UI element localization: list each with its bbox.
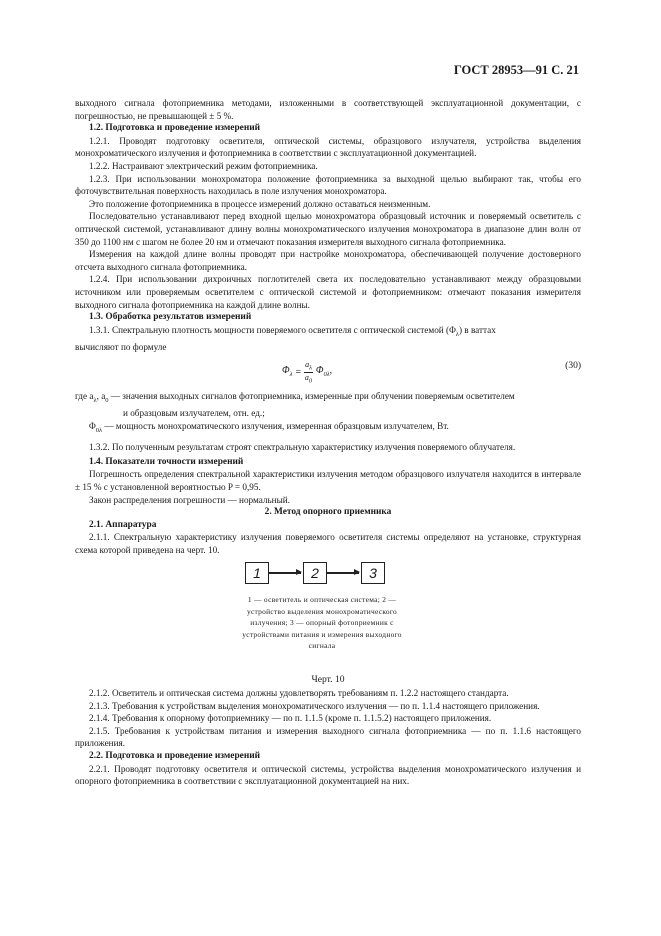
where-a0-sub: 0 — [105, 396, 109, 404]
scheme-blocks — [245, 562, 405, 584]
paragraph-1-2-1: 1.2.1. Проводят подготовку осветителя, оптической системы, образцового излучателя, устройства выделения монохроматического излучения и фотоприемника в соответствии с эксплуатационной документацией. — [75, 135, 581, 159]
paragraph-position: Это положение фотоприемника в процессе измерений должно оставаться неизменным. — [89, 198, 431, 209]
page-header: ГОСТ 28953—91 С. 21 — [453, 63, 579, 77]
where-a0: , a — [96, 390, 106, 401]
formula-rhs-symbol: Φ — [315, 364, 324, 376]
paragraph-1-2-4: 1.2.4. При использовании дихроичных поглотителей света их последовательно устанавливают между образцовыми источником или проверяемым осветителем с оптической системой и фотоприемником: отмечают показания измерителя выходного сигнала фотоприемника на каждой длине волны. — [75, 274, 581, 310]
heading-1-2: 1.2. Подготовка и проведение измерений — [89, 123, 261, 134]
where-a: где a — [75, 390, 94, 401]
rhs-sub-lambda: λ — [326, 370, 330, 378]
heading-1-3: 1.3. Обработка результатов измерений — [89, 312, 252, 323]
paragraph-2-1-4: 2.1.4. Требования к опорному фотоприемнику — по п. 1.1.5 (кроме п. 1.1.5.2) настоящего приложения. — [89, 713, 492, 724]
num-a: a — [305, 359, 310, 369]
scheme-legend: 1 — осветитель и оптическая система; 2 — устройство выделения монохроматического излучения; 3 — опорный фотоприемник с устройствами питания и измерения выходного сигнала — [242, 595, 402, 651]
paragraph-intro: выходного сигнала фотоприемника методами, изложенными в соответствующей эксплуатационной документации, с погрешностью, не превышающей ± 5 %. — [75, 98, 581, 121]
document-body — [75, 97, 581, 788]
paragraph-1-3-2: 1.3.2. По полученным результатам строят спектральную характеристику излучения поверяемого облучателя. — [89, 442, 516, 453]
heading-2-2: 2.2. Подготовка и проведение измерений — [89, 751, 261, 762]
formula-lhs-sub: λ — [289, 370, 293, 378]
where-text: — значения выходных сигналов фотоприемника, измеренные при облучении поверяемым осветителем — [108, 390, 515, 401]
heading-1-4: 1.4. Показатели точности измерений — [89, 456, 244, 467]
formula-30 — [75, 356, 581, 386]
p131-text-a: 1.3.1. Спектральную плотность мощности поверяемого осветителя с оптической системой (Φ — [89, 324, 456, 335]
where-phi-text: — мощность монохроматического излучения, измеренная образцовым излучателем, Вт. — [102, 420, 449, 431]
where-line-3 — [75, 420, 581, 437]
scheme-block-2: 2 — [303, 562, 327, 584]
paragraph-2-1-5: 2.1.5. Требования к устройствам питания и измерения выходного сигнала фотоприемника — по п. 1.1.6 настоящего приложения. — [75, 725, 581, 749]
where-phi: Φ — [89, 420, 96, 431]
paragraph-2-1-1: 2.1.1. Спектральную характеристику излучения поверяемого осветителя системы определяют на установке, структурная схема которой приведена на черт. 10. — [75, 532, 581, 555]
formula-expression — [282, 360, 332, 386]
p131-sub: λ — [455, 330, 459, 338]
paragraph-sequence: Последовательно устанавливают перед входной щелью монохроматора образцовый источник и поверяемый осветитель с оптической системой, устанавливают длину волны монохроматического излучения монохроматора в диапазоне длин волн от 350 до 1100 нм с шагом не более 20 нм и отмечают показания измерителя выходного сигнала фотоприемника. — [75, 211, 581, 247]
formula-fraction — [304, 360, 313, 386]
den-sub: 0 — [308, 377, 313, 385]
formula-lhs — [282, 365, 292, 382]
scheme-arrow-1-2 — [269, 572, 301, 573]
paragraph-1-2-3: 1.2.3. При использовании монохроматора положение фотоприемника за выходной щелью выбирают так, чтобы его фоточувствительная поверхность находилась в поле излучения монохроматора. — [75, 173, 581, 197]
formula-equals: = — [295, 366, 302, 378]
paragraph-law: Закон распределения погрешности — нормальный. — [89, 494, 290, 505]
paragraph-each-wavelength: Измерения на каждой длине волны проводят при настройке монохроматора, обеспечивающей получение достоверного отсчета выходного сигнала фотоприемника. — [75, 249, 581, 272]
den-a: a — [304, 373, 309, 383]
paragraph-error: Погрешность определения спектральной характеристики излучения методом образцового излучателя находится в интервале ± 15 % с установленной вероятностью P = 0,95. — [75, 469, 581, 492]
formula-lhs-symbol: Φ — [282, 364, 290, 376]
paragraph-2-1-3: 2.1.3. Требования к устройствам выделения монохроматического излучения — по п. 1.1.4 настоящего приложения. — [89, 700, 540, 711]
paragraph-2-1-2: 2.1.2. Осветитель и оптическая система должны удовлетворять требованиям п. 1.2.2 настоящего стандарта. — [89, 688, 509, 699]
scheme-block-3: 3 — [361, 562, 385, 584]
figure-caption: Черт. 10 — [311, 674, 345, 686]
where-line-2: и образцовым излучателем, отн. ед.; — [123, 408, 265, 419]
where-line-1 — [75, 390, 581, 407]
scheme-arrow-2-3 — [327, 572, 359, 573]
formula-rhs — [316, 365, 332, 382]
p131-text-b: ) в ваттах — [458, 324, 496, 335]
where-phi-sub-0: 0 — [95, 426, 99, 434]
formula-number: (30) — [565, 360, 581, 371]
paragraph-2-2-1: 2.2.1. Проводят подготовку осветителя и оптической системы, устройства выделения монохроматического излучения и опорного фотоприемника в соответствии с эксплуатационной документацией на них. — [75, 763, 581, 787]
paragraph-compute: вычисляют по формуле — [75, 342, 167, 353]
rhs-sub-0: 0 — [323, 370, 327, 378]
formula-comma: , — [329, 364, 333, 376]
heading-2-1: 2.1. Аппаратура — [89, 519, 157, 530]
scheme-block-1: 1 — [245, 562, 269, 584]
where-a-sub: λ — [93, 396, 97, 404]
formula-denominator — [305, 373, 312, 386]
formula-numerator — [304, 360, 313, 374]
section-2-title: 2. Метод опорного приемника — [264, 507, 392, 518]
paragraph-1-2-2: 1.2.2. Настраивают электрический режим фотоприемника. — [89, 160, 318, 171]
where-phi-sub-lambda: λ — [98, 426, 103, 434]
paragraph-1-3-1 — [75, 324, 581, 341]
num-sub: λ — [309, 364, 312, 372]
structural-scheme — [75, 562, 581, 674]
